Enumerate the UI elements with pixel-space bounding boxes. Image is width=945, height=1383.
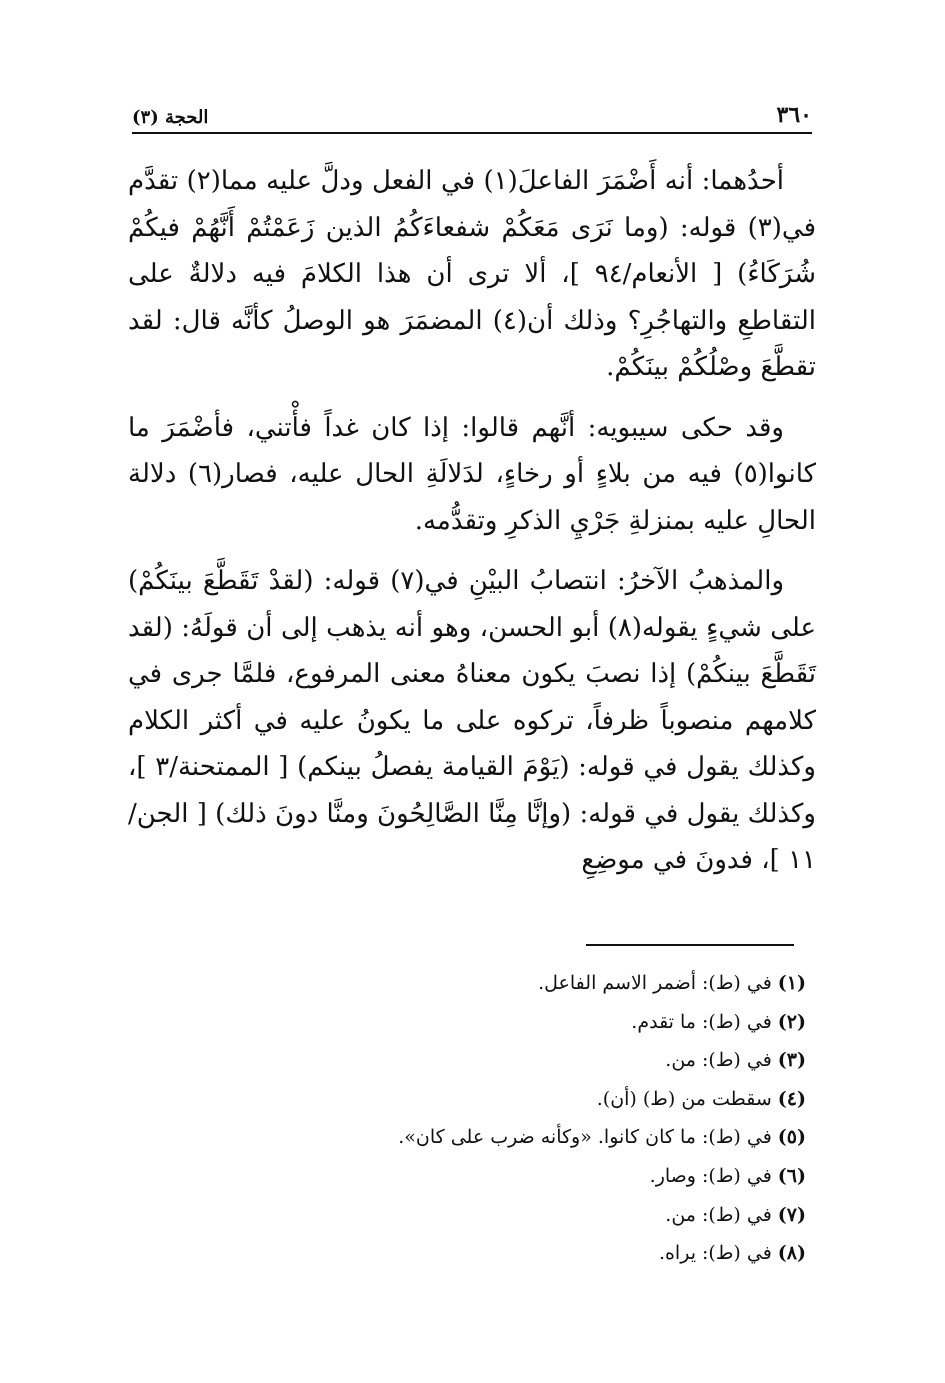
footnote-text: في (ط): يراه. (658, 1242, 772, 1265)
footnotes-list (300, 964, 806, 1273)
footnote (300, 964, 806, 1003)
footnote-number: (٨) (777, 1242, 806, 1265)
book-title: الحجة (٣) (132, 107, 209, 128)
footnote-text: سقطت من (ط) (أن). (596, 1087, 772, 1110)
footnote (300, 1157, 806, 1196)
running-header (132, 100, 812, 134)
footnote-text: في (ط): ما تقدم. (631, 1010, 772, 1033)
paragraph-3: والمذهبُ الآخرُ: انتصابُ البيْنِ في(٧) قوله: (لقدْ تَقَطَّعَ بينَكُمْ) على شيءٍ يقوله(٨) أبو الحسن، وهو أنه يذهب إلى أن قولَهُ: (لقد تَقَطَّعَ بينكُمْ) إذا نصبَ يكون معناهُ معنى المرفوع، فلمَّا جرى في كلامهم منصوباً ظرفاً، تركوه على ما يكونُ عليه في أكثر الكلام وكذلك يقول في قوله: (يَوْمَ القيامة يفصلُ بينكم) [ الممتحنة/٣ ]، وكذلك يقول في قوله: (وإنَّا مِنَّا الصَّالِحُونَ ومنَّا دونَ ذلك) [ الجن/١١ ]، فدونَ في موضِعِ (128, 566, 816, 875)
footnote-text: في (ط): وصار. (649, 1164, 772, 1187)
footnote-number: (٧) (777, 1203, 806, 1226)
footnote-text: في (ط): من. (665, 1203, 772, 1226)
footnote (300, 1080, 806, 1119)
footnote-text: في (ط): من. (665, 1049, 772, 1072)
footnote-number: (٦) (777, 1164, 806, 1187)
footnote-separator (586, 944, 794, 946)
footnote (300, 1003, 806, 1042)
paragraph-2: وقد حكى سيبويه: أنَّهم قالوا: إذا كان غداً فأْتني، فأضْمَرَ ما كانوا(٥) فيه من بلاءٍ أو رخاءٍ، لدَلالَةِ الحال عليه، فصار(٦) دلالة الحالِ عليه بمنزلةِ جَرْيِ الذكرِ وتقدُّمه. (128, 412, 816, 536)
footnote (300, 1234, 806, 1273)
footnote-number: (٢) (777, 1010, 806, 1033)
footnote (300, 1118, 806, 1157)
footnote-number: (٤) (777, 1087, 806, 1110)
footnote-text: في (ط): ما كان كانوا. «وكأنه ضرب على كان». (398, 1126, 772, 1149)
footnote-number: (٥) (777, 1126, 806, 1149)
footnote (300, 1196, 806, 1235)
footnote-text: في (ط): أضمر الاسم الفاعل. (538, 972, 772, 994)
main-text (128, 158, 816, 898)
footnote-number: (٣) (777, 1049, 806, 1072)
paragraph-1: أحدُهما: أنه أَضْمَرَ الفاعلَ(١) في الفعل ودلَّ عليه مما(٢) تقدَّم في(٣) قوله: (وما نَرَى مَعَكُمْ شفعاءَكُمُ الذين زَعَمْتُمْ أَنَّهُمْ فيكُمْ شُرَكَاءُ) [ الأنعام/٩٤ ]، ألا ترى أن هذا الكلامَ فيه دلالةٌ على التقاطعِ والتهاجُرِ؟ وذلك أن(٤) المضمَرَ هو الوصلُ كأنَّه قال: لقد تقطَّعَ وصْلُكُمْ بينَكُمْ. (128, 166, 816, 382)
footnote-number: (١) (777, 972, 806, 994)
footnote (300, 1041, 806, 1080)
page-number: ٣٦٠ (776, 102, 812, 128)
